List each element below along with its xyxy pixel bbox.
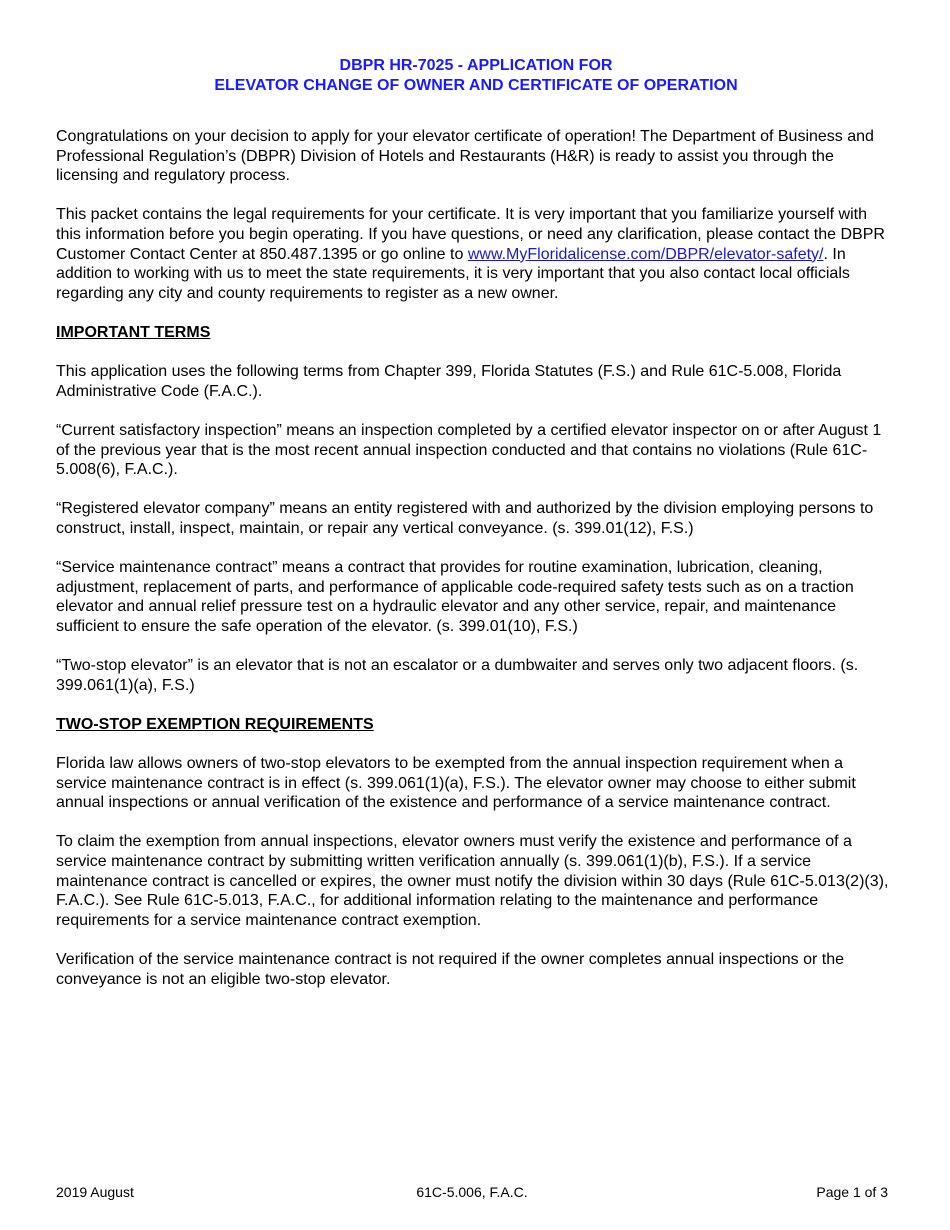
- intro-paragraph-2: [56, 205, 896, 303]
- intro-paragraph-2-text: This packet contains the legal requirements for your certificate. It is very important that you familiarize yourself with this information before you begin operating. If you have questions, or need any clarification, please contact the DBPR Customer Contact Center at 850.487.1395 or go online to: [56, 206, 885, 263]
- term-definition: “Current satisfactory inspection” means an inspection completed by a certified elevator inspector on or after August 1 of the previous year that is the most recent annual inspection conducted and that contains no violations (Rule 61C-5.008(6), F.A.C.).: [56, 421, 882, 479]
- document-page: [56, 0, 896, 989]
- exemption-paragraph-3: Verification of the service maintenance contract is not required if the owner completes annual inspections or the conveyance is not an eligible two-stop elevator.: [56, 950, 844, 988]
- footer-page-number: Page 1 of 3: [816, 1184, 888, 1200]
- terms-intro: This application uses the following terms from Chapter 399, Florida Statutes (F.S.) and Rule 61C-5.008, Florida Administrative Code (F.A.C.).: [56, 363, 842, 400]
- elevator-safety-link[interactable]: www.MyFloridalicense.com/DBPR/elevator-safety/: [467, 245, 824, 263]
- title-line-1: DBPR HR-7025 - APPLICATION FOR: [339, 57, 613, 74]
- term-definition: “Two-stop elevator” is an elevator that is not an escalator or a dumbwaiter and serves only two adjacent floors. (s. 399.061(1)(a), F.S.): [56, 657, 859, 694]
- two-stop-exemption-heading: TWO-STOP EXEMPTION REQUIREMENTS: [56, 715, 374, 733]
- footer-rule-reference: 61C-5.006, F.A.C.: [416, 1184, 528, 1200]
- exemption-paragraph-2: To claim the exemption from annual inspections, elevator owners must verify the existence and performance of a service maintenance contract by submitting written verification annually (s. 399.061(1)(b), F.S.). If a service maintenance contract is cancelled or expires, the owner must notify the division within 30 days (Rule 61C-5.013(2)(3), F.A.C.). See Rule 61C-5.013, F.A.C., for additional information relating to the maintenance and performance requirements for a service maintenance contract exemption.: [56, 833, 889, 929]
- title-line-2: ELEVATOR CHANGE OF OWNER AND CERTIFICATE OF OPERATION: [214, 77, 738, 94]
- footer-date: 2019 August: [56, 1184, 134, 1200]
- term-definition: “Service maintenance contract” means a contract that provides for routine examination, lubrication, cleaning, adjustment, replacement of parts, and performance of applicable code-required safety tests such as on a traction elevator and annual relief pressure test on a hydraulic elevator and any other service, repair, and maintenance sufficient to ensure the safe operation of the elevator. (s. 399.01(10), F.S.): [56, 559, 854, 635]
- exemption-paragraph-1: Florida law allows owners of two-stop elevators to be exempted from the annual inspection requirement when a service maintenance contract is in effect (s. 399.061(1)(a), F.S.). The elevator owner may choose to either submit annual inspections or annual verification of the existence and performance of a service maintenance contract.: [56, 755, 856, 812]
- intro-paragraph-2-text-after: . In addition to working with us to meet the state requirements, it is very important that you also contact local officials regarding any city and county requirements to register as a new owner.: [56, 245, 850, 302]
- intro-paragraph-1: Congratulations on your decision to apply for your elevator certificate of operation! The Department of Business and Professional Regulation’s (DBPR) Division of Hotels and Restaurants (H&R) is ready to assist you through the licensing and regulatory process.: [56, 128, 874, 185]
- important-terms-heading: IMPORTANT TERMS: [56, 323, 211, 341]
- term-definition: “Registered elevator company” means an entity registered with and authorized by the division employing persons to construct, install, inspect, maintain, or repair any vertical conveyance. (s. 399.01(12), F.S.): [56, 500, 874, 537]
- document-title: [56, 56, 896, 96]
